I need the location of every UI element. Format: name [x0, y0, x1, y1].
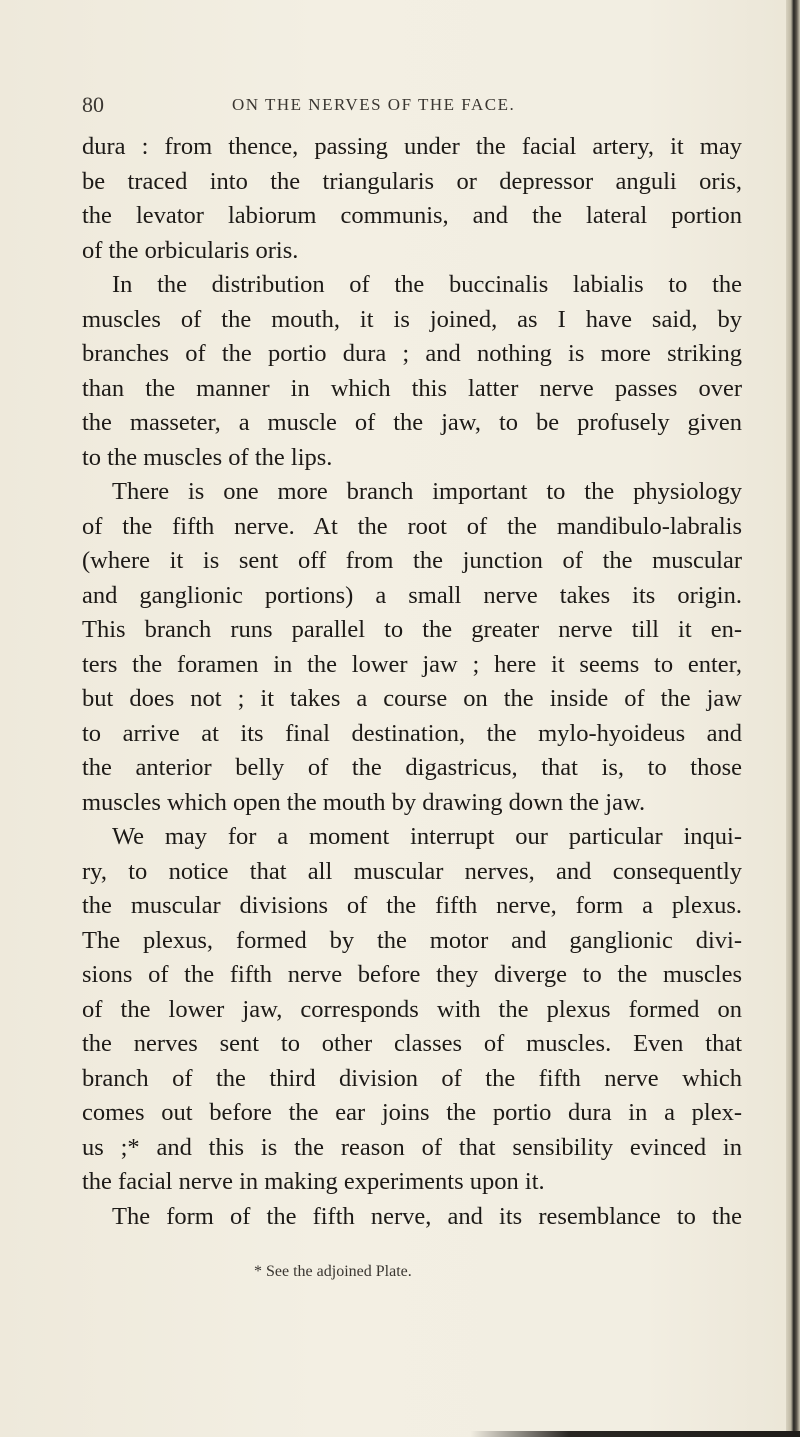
- text-line: be traced into the triangularis or depressor anguli oris,: [82, 167, 742, 195]
- text-line: The form of the fifth nerve, and its resemblance to the: [112, 1202, 742, 1230]
- text-line: to the muscles of the lips.: [82, 443, 333, 471]
- text-line: There is one more branch important to the physiology: [112, 478, 742, 505]
- text-line: The plexus, formed by the motor and ganglionic divi-: [82, 926, 742, 954]
- text-line: but does not ; it takes a course on the inside of the jaw: [82, 685, 742, 712]
- text-line: dura : from thence, passing under the facial artery, it may: [82, 133, 742, 160]
- text-line: comes out before the ear joins the portio dura in a plex-: [82, 1099, 742, 1126]
- text-line: ry, to notice that all muscular nerves, and consequently: [82, 857, 742, 885]
- text-line: of the fifth nerve. At the root of the mandibulo-labralis: [82, 512, 742, 540]
- page-header: [82, 92, 742, 122]
- bottom-edge-shadow: [470, 1431, 800, 1437]
- text-line: branches of the portio dura ; and nothing is more striking: [82, 340, 742, 367]
- page-number: 80: [82, 92, 104, 117]
- body-text: [82, 130, 742, 1234]
- text-line: the muscular divisions of the fifth nerve, form a plexus.: [82, 892, 742, 919]
- text-line: muscles which open the mouth by drawing down the jaw.: [82, 788, 646, 816]
- text-line: of the orbicularis oris.: [82, 236, 299, 264]
- text-line: than the manner in which this latter nerve passes over: [82, 374, 742, 402]
- text-line: We may for a moment interrupt our particular inqui-: [112, 823, 742, 850]
- footnote: * See the adjoined Plate.: [254, 1263, 412, 1280]
- text-line: the masseter, a muscle of the jaw, to be profusely given: [82, 409, 742, 436]
- page-edge-shadow: [786, 0, 800, 1437]
- text-line: the facial nerve in making experiments upon it.: [82, 1168, 545, 1195]
- text-line: the nerves sent to other classes of muscles. Even that: [82, 1030, 742, 1057]
- text-line: of the lower jaw, corresponds with the plexus formed on: [82, 995, 742, 1023]
- text-line: branch of the third division of the fifth nerve which: [82, 1064, 742, 1092]
- running-head: ON THE NERVES OF THE FACE.: [232, 95, 516, 114]
- text-line: (where it is sent off from the junction of the muscular: [82, 547, 742, 574]
- text-line: ters the foramen in the lower jaw ; here it seems to enter,: [82, 650, 742, 678]
- text-line: sions of the fifth nerve before they diverge to the muscles: [82, 961, 742, 988]
- text-line: the anterior belly of the digastricus, that is, to those: [82, 754, 742, 781]
- text-line: to arrive at its final destination, the mylo-hyoideus and: [82, 719, 742, 747]
- text-line: us ;* and this is the reason of that sensibility evinced in: [82, 1133, 742, 1161]
- text-line: the levator labiorum communis, and the lateral portion: [82, 202, 742, 229]
- text-line: This branch runs parallel to the greater nerve till it en-: [82, 616, 742, 643]
- text-line: In the distribution of the buccinalis labialis to the: [112, 271, 742, 298]
- text-line: muscles of the mouth, it is joined, as I have said, by: [82, 305, 742, 333]
- text-line: and ganglionic portions) a small nerve takes its origin.: [82, 581, 742, 609]
